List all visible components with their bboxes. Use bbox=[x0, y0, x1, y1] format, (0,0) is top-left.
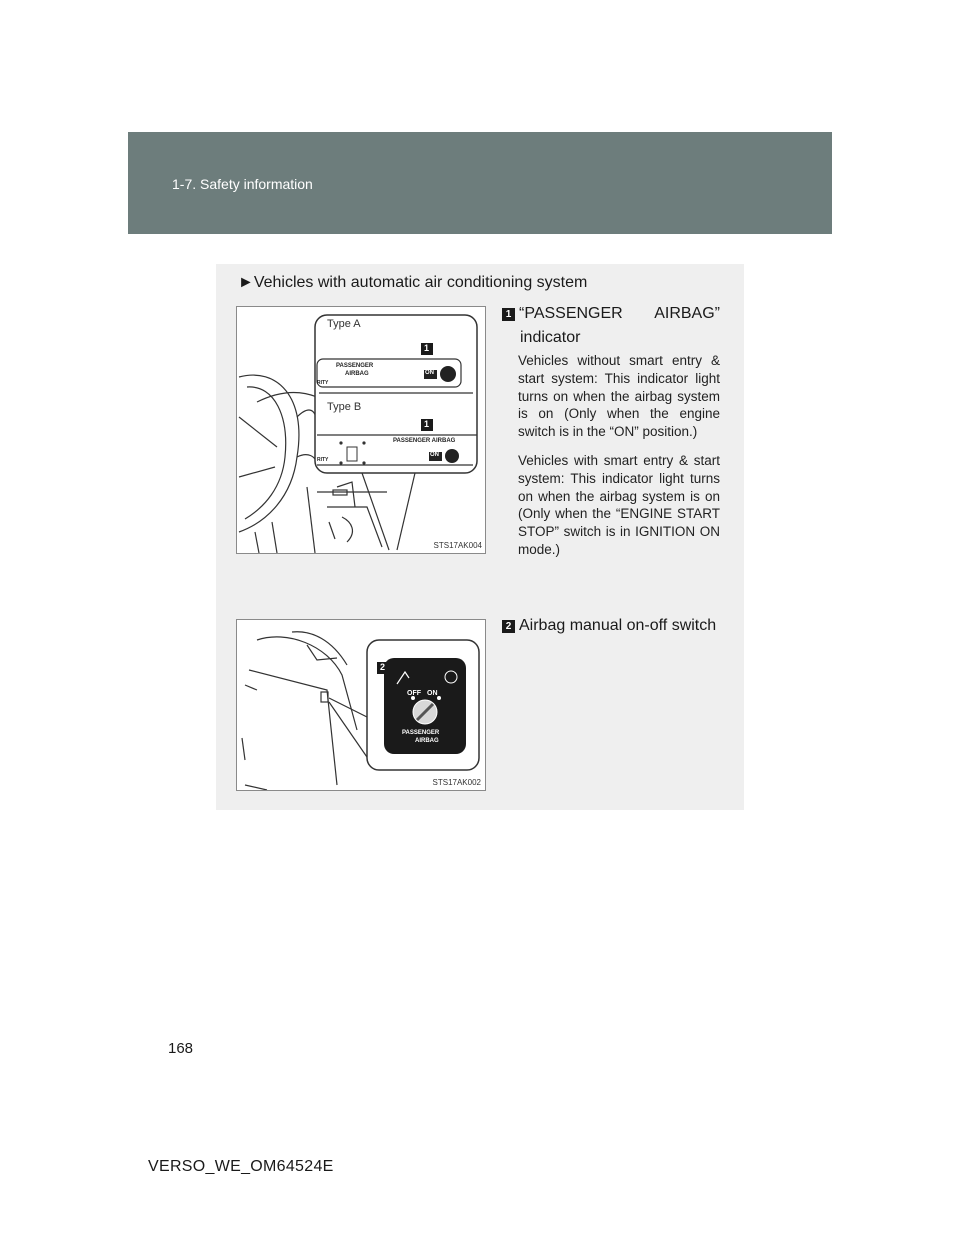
callout-number-1a: 1 bbox=[424, 343, 430, 353]
document-code: VERSO_WE_OM64524E bbox=[148, 1158, 334, 1175]
switch-label-line1: PASSENGER bbox=[402, 730, 440, 736]
type-a-indicator-label-line2: AIRBAG bbox=[345, 371, 369, 377]
dashboard-illustration bbox=[237, 307, 485, 553]
figure1-code: STS17AK004 bbox=[433, 541, 482, 550]
item-number-badge: 1 bbox=[502, 308, 515, 321]
figure-dashboard-indicator bbox=[236, 306, 486, 554]
section-header bbox=[128, 132, 832, 234]
glovebox-illustration bbox=[237, 620, 485, 790]
section-title: 1-7. Safety information bbox=[172, 176, 313, 192]
item1-title-word1: “PASSENGER bbox=[519, 305, 623, 322]
item-number-badge: 2 bbox=[502, 620, 515, 633]
type-b-on-badge: ON bbox=[430, 452, 439, 458]
callout-number-1b: 1 bbox=[424, 419, 430, 429]
type-b-edge-text: RITY bbox=[317, 457, 329, 463]
page-number: 168 bbox=[168, 1040, 194, 1057]
callout-number-2: 2 bbox=[380, 662, 386, 672]
item1-title-word2: AIRBAG” bbox=[654, 305, 720, 322]
figure-airbag-switch bbox=[236, 619, 486, 791]
item-airbag-manual-switch bbox=[502, 614, 716, 638]
item1-description-no-smart-entry: Vehicles without smart entry & start system: This indicator light turns on when the airbag system is on (Only when the engine switch is in the “ON” position.) bbox=[518, 353, 720, 440]
type-a-on-badge: ON bbox=[425, 370, 434, 376]
type-b-label: Type B bbox=[327, 401, 362, 413]
switch-label-line2: AIRBAG bbox=[415, 738, 439, 744]
type-a-label: Type A bbox=[327, 318, 361, 330]
figure2-code: STS17AK002 bbox=[432, 778, 481, 787]
item1-description-smart-entry: Vehicles with smart entry & start system: This indicator light turns on when the airbag system is on (Only when the “ENGINE START STOP” switch is in IGNITION ON mode.) bbox=[518, 453, 720, 557]
panel-heading: ►Vehicles with automatic air conditioning system bbox=[238, 274, 588, 291]
item2-title: Airbag manual on-off switch bbox=[519, 617, 717, 634]
content-panel bbox=[216, 264, 744, 810]
switch-off-label: OFF bbox=[407, 690, 421, 697]
type-b-indicator-label: PASSENGER AIRBAG bbox=[393, 438, 456, 444]
type-a-edge-text: RITY bbox=[317, 380, 329, 386]
type-a-indicator-label-line1: PASSENGER bbox=[336, 363, 374, 369]
item-passenger-airbag-indicator bbox=[502, 302, 720, 350]
switch-on-label: ON bbox=[427, 690, 438, 697]
item1-title-line2: indicator bbox=[520, 329, 581, 346]
